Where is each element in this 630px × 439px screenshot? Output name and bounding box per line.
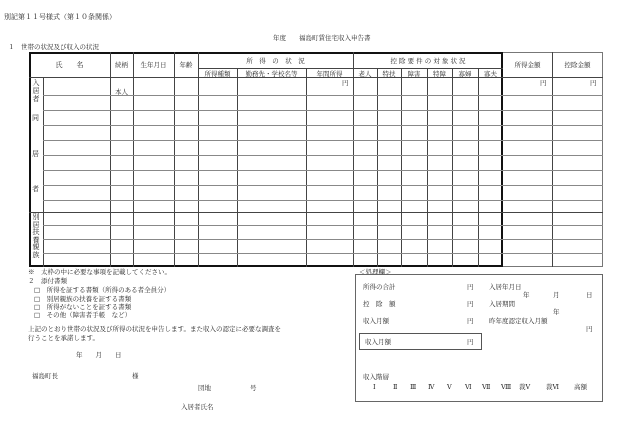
- principal-label: 本人: [115, 88, 128, 96]
- processing-title: ＜処理欄＞: [359, 268, 392, 276]
- move-in-date-label: 入居年月日: [489, 283, 522, 291]
- attachment-item: □ その他（障害者手帳 など）: [34, 311, 132, 319]
- total-income-label: 所得の合計: [363, 283, 396, 291]
- header-birthdate: 生年月日: [140, 61, 167, 69]
- yen-total-income: 円: [467, 283, 474, 291]
- document-title: 年度 福島町賃住宅収入申告書: [273, 34, 371, 42]
- note-attachments-heading: ２ 添付書類: [28, 277, 67, 285]
- income-class-item: Ⅰ: [373, 383, 376, 391]
- header-income-type: 所得種類: [204, 70, 231, 78]
- declaration-line-1: 上記のとおり世帯の状況及び所得の状況を申告します。また収入の認定に必要な調査を: [28, 325, 281, 333]
- header-income-amount: 所得金額: [514, 61, 541, 69]
- yen-income: 円: [540, 79, 547, 87]
- income-class-item: 裁Ⅴ: [519, 383, 531, 391]
- header-widower: 寡夫: [484, 70, 497, 78]
- complex-label: 団地: [198, 384, 211, 392]
- residence-period-label: 入居期間: [489, 300, 515, 308]
- deduction-label: 控 除 額: [363, 300, 396, 308]
- header-name: 氏 名: [55, 61, 84, 69]
- form-number: 別記第１１号様式（第１０条関係）: [4, 13, 116, 21]
- side-label-live: 居: [32, 150, 39, 158]
- income-class-item: Ⅳ: [428, 383, 435, 391]
- yen-deduction-amount: 円: [467, 300, 474, 308]
- header-income-status: 所 得 の 状 況: [246, 57, 305, 65]
- side-label-same: 同: [32, 114, 39, 122]
- header-special-dependent: 特扶: [382, 70, 396, 78]
- header-special-disability: 特障: [433, 70, 446, 78]
- side-label-person: 者: [32, 185, 39, 193]
- declaration-date: 年 月 日: [76, 351, 122, 359]
- side-label-separate-dependents: 別居扶養親族: [32, 213, 40, 259]
- prev-year-income-label: 昨年度認定収入月額: [489, 317, 548, 325]
- applicant-name-label: 入居者氏名: [181, 403, 214, 411]
- income-class-item: 高額: [574, 383, 587, 391]
- income-monthly-label: 収入月額: [363, 317, 389, 325]
- month-label: 月: [553, 291, 560, 299]
- honorific-label: 様: [132, 372, 139, 380]
- header-deduction-amount: 控除金額: [564, 61, 591, 69]
- header-elderly: 老人: [358, 70, 372, 78]
- day-label: 日: [586, 291, 593, 299]
- attachment-item: □ 所得がないことを証する書類: [34, 303, 132, 311]
- income-class-item: Ⅲ: [410, 383, 417, 391]
- income-class-label: 収入階層: [363, 373, 389, 381]
- income-class-item: Ⅵ: [465, 383, 472, 391]
- number-label: 号: [250, 384, 257, 392]
- header-annual-income: 年間所得: [316, 70, 343, 78]
- mayor-label: 福島町長: [32, 372, 58, 380]
- income-class-item: Ⅴ: [447, 383, 452, 391]
- header-deduction-status: 控 除 要 件 の 対 象 状 況: [390, 57, 466, 65]
- yen-income-monthly: 円: [467, 317, 474, 325]
- header-disability: 障害: [407, 70, 421, 78]
- income-class-item: Ⅱ: [393, 383, 398, 391]
- side-label-resident: 入居者: [32, 79, 40, 103]
- declaration-line-2: 行うことを承諾します。: [28, 334, 99, 342]
- period-year-label: 年: [553, 308, 560, 316]
- attachment-item: □ 別居親族の扶養を証する書類: [34, 295, 132, 303]
- header-widow: 寡婦: [458, 70, 472, 78]
- yen-annual: 円: [342, 79, 349, 87]
- bold-frame: [29, 52, 503, 267]
- yen-deduction: 円: [590, 79, 597, 87]
- yen-income-monthly-box: 円: [467, 338, 474, 346]
- income-class-item: Ⅷ: [501, 383, 512, 391]
- attachment-item: □ 所得を証する書類（所得のある者全員分）: [34, 286, 171, 294]
- note-bold-frame: ※ 太枠の中に必要な事項を記載してください。: [28, 268, 171, 276]
- income-class-item: Ⅶ: [482, 383, 491, 391]
- yen-prev-year: 円: [586, 325, 593, 333]
- header-workplace: 勤務先・学校名等: [245, 70, 298, 78]
- header-relation: 続柄: [115, 61, 128, 69]
- income-monthly-box-label: 収入月額: [365, 338, 391, 346]
- section-heading: １ 世帯の状況及び収入の状況: [8, 43, 99, 51]
- header-age: 年齢: [179, 61, 193, 69]
- income-class-item: 裁Ⅵ: [546, 383, 560, 391]
- year-label: 年: [523, 291, 530, 299]
